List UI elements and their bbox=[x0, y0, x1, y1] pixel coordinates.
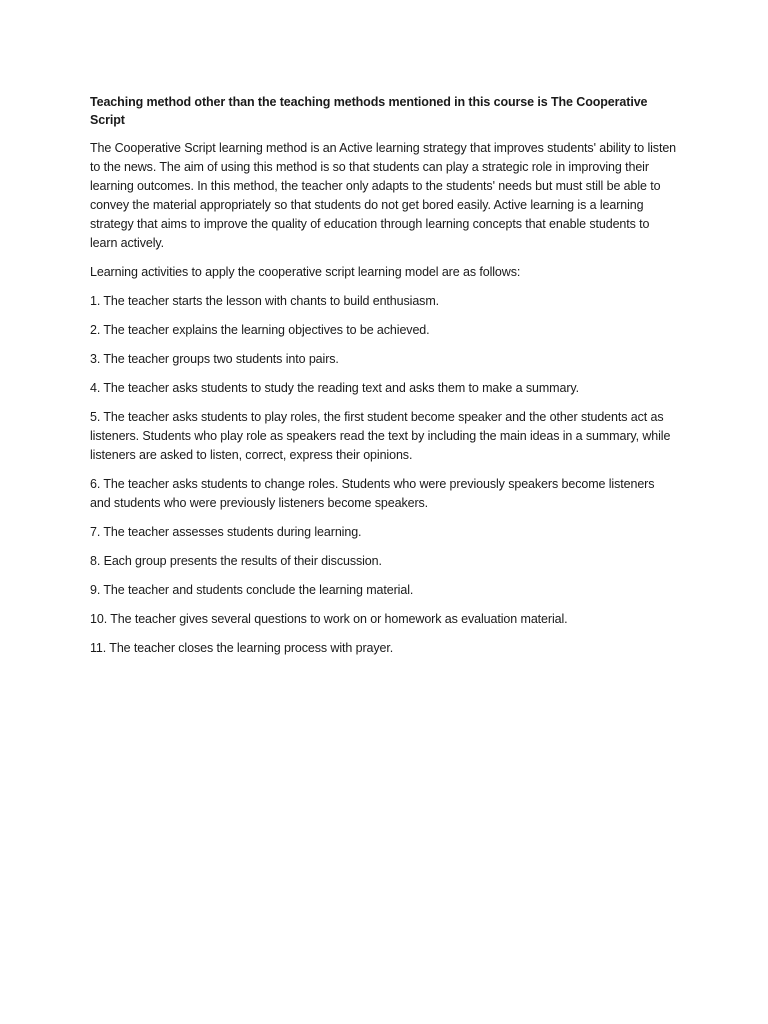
list-item: 1. The teacher starts the lesson with chants to build enthusiasm. bbox=[90, 294, 440, 308]
list-item: 8. Each group presents the results of their discussion. bbox=[90, 554, 382, 568]
list-item: 6. The teacher asks students to change roles. Students who were previously speakers become listeners and students who were previously listeners become speakers. bbox=[90, 477, 655, 510]
document-title: Teaching method other than the teaching methods mentioned in this course is The Cooperative Script bbox=[90, 95, 648, 127]
list-item: 7. The teacher assesses students during learning. bbox=[90, 525, 362, 539]
list-intro: Learning activities to apply the cooperative script learning model are as follows: bbox=[90, 265, 521, 279]
steps-list bbox=[90, 292, 678, 658]
list-item: 5. The teacher asks students to play roles, the first student become speaker and the other students act as listeners. Students who play role as speakers read the text by including the main ideas in a summary, while listeners are asked to listen, correct, express their opinions. bbox=[90, 410, 671, 462]
list-item: 10. The teacher gives several questions to work on or homework as evaluation material. bbox=[90, 612, 568, 626]
list-item: 9. The teacher and students conclude the learning material. bbox=[90, 583, 414, 597]
list-item: 4. The teacher asks students to study the reading text and asks them to make a summary. bbox=[90, 381, 580, 395]
list-item: 11. The teacher closes the learning process with prayer. bbox=[90, 641, 394, 655]
list-item: 3. The teacher groups two students into pairs. bbox=[90, 352, 339, 366]
list-item: 2. The teacher explains the learning objectives to be achieved. bbox=[90, 323, 430, 337]
intro-paragraph: The Cooperative Script learning method is an Active learning strategy that improves students' ability to listen to the news. The aim of using this method is so that students can play a strategic role in improving their learning outcomes. In this method, the teacher only adapts to the students' needs but must still be able to convey the material appropriately so that students do not get bored easily. Active learning is a learning strategy that aims to improve the quality of education through learning concepts that enable students to learn actively. bbox=[90, 141, 677, 250]
